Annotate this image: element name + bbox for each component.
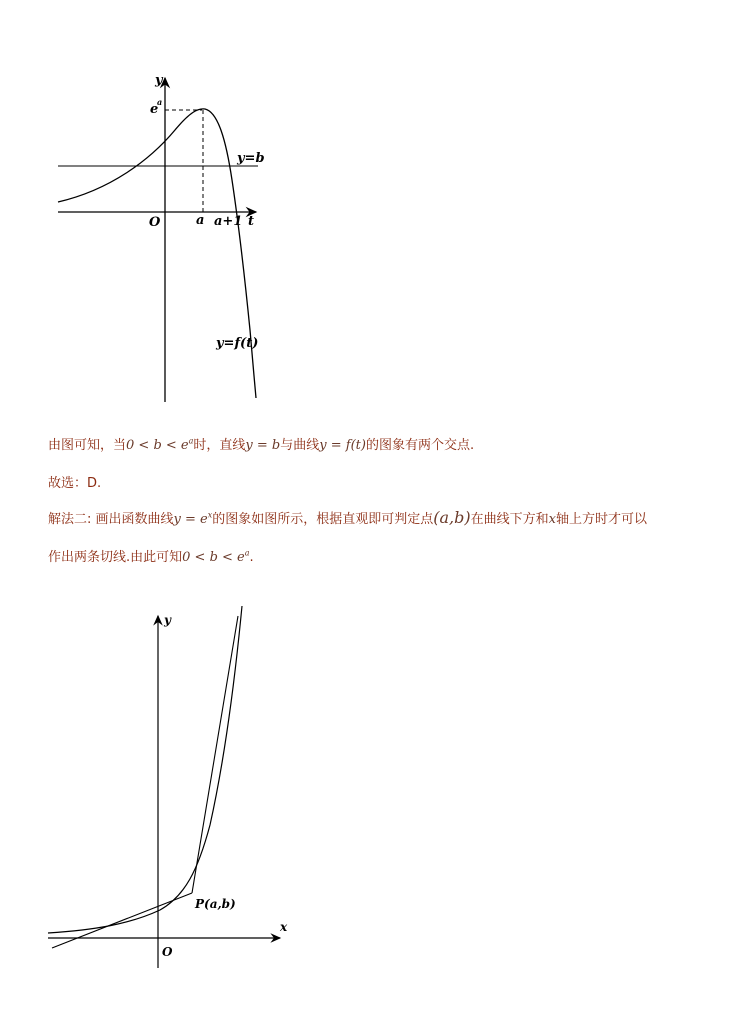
line4-part-a: 作出两条切线.由此可知 bbox=[48, 550, 183, 565]
line3-eq: y = e bbox=[173, 512, 208, 527]
line4-inequality: 0 < b < e bbox=[182, 550, 245, 565]
line3-part-b: 的图象如图所示，根据直观即可判定点 bbox=[212, 512, 434, 527]
figure-1-svg bbox=[0, 0, 300, 410]
label-origin: O bbox=[149, 215, 161, 230]
line3-part-a: 解法二: 画出函数曲线 bbox=[48, 512, 174, 527]
text-line-2: 故选：D. bbox=[48, 476, 102, 491]
line3-point: (a,b) bbox=[433, 508, 471, 527]
text-line-3 bbox=[48, 508, 647, 527]
label-t: t bbox=[248, 214, 255, 229]
line1-inequality: 0 < b < e bbox=[126, 438, 189, 453]
line1-eq-yft: y = f(t) bbox=[319, 438, 366, 453]
line1-part-b: 时，直线 bbox=[193, 438, 246, 453]
label-a: a bbox=[196, 213, 205, 228]
line1-exponent: a bbox=[188, 436, 194, 446]
label-ea-exp: a bbox=[157, 97, 163, 107]
label-a-plus-1: a+1 bbox=[214, 214, 243, 229]
label-x-2: x bbox=[280, 920, 288, 934]
line3-exponent: x bbox=[207, 510, 213, 520]
curve-f-t bbox=[58, 109, 259, 398]
label-curve: y=f(t) bbox=[216, 336, 259, 351]
figure-1-graph bbox=[0, 0, 300, 414]
label-y-2: y bbox=[164, 613, 171, 627]
label-origin-2: O bbox=[162, 945, 173, 959]
line4-part-b: . bbox=[249, 550, 254, 565]
line3-part-c: 在曲线下方和 bbox=[470, 512, 549, 527]
label-point-p: P(a,b) bbox=[195, 897, 236, 911]
line3-x: x bbox=[548, 512, 556, 527]
line1-part-c: 与曲线 bbox=[280, 438, 320, 453]
tangent-line-2 bbox=[192, 616, 238, 893]
figure-2-graph bbox=[0, 600, 320, 984]
label-y: y bbox=[155, 73, 163, 88]
label-yb: y=b bbox=[237, 151, 265, 166]
text-line-1 bbox=[48, 434, 474, 453]
figure-2-svg bbox=[0, 600, 320, 980]
line1-part-a: 由图可知，当 bbox=[48, 438, 127, 453]
text-line-4 bbox=[48, 546, 254, 565]
line3-part-d: 轴上方时才可以 bbox=[555, 512, 647, 527]
line4-exponent: a bbox=[244, 548, 250, 558]
label-ea-base: e bbox=[150, 102, 159, 117]
tangent-line-1 bbox=[52, 893, 192, 948]
line1-part-d: 的图象有两个交点. bbox=[365, 438, 475, 453]
line1-eq-yb: y = b bbox=[245, 438, 281, 453]
